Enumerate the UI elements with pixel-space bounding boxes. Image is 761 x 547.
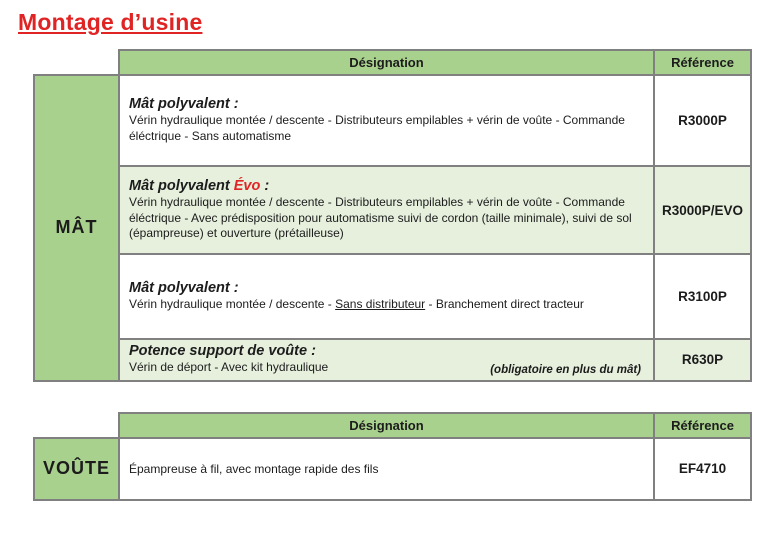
mat-table xyxy=(33,49,752,382)
table-row-mat-polyvalent-sans-distributeur xyxy=(34,254,751,339)
designation-cell xyxy=(119,438,654,500)
voute-table xyxy=(33,412,752,501)
table-row-epampreuse xyxy=(34,438,751,500)
row-description: Épampreuse à fil, avec montage rapide des fils xyxy=(129,461,379,476)
designation-cell xyxy=(119,254,654,339)
row-title-text: Mât polyvalent xyxy=(129,177,234,194)
corner-spacer xyxy=(34,50,119,75)
reference-code: EF4710 xyxy=(654,438,751,500)
mat-table-header-row xyxy=(34,50,751,75)
table-row-mat-polyvalent xyxy=(34,75,751,166)
designation-cell xyxy=(119,166,654,254)
designation-cell xyxy=(119,75,654,166)
row-title-colon: : xyxy=(260,177,270,194)
section-label-voute: VOÛTE xyxy=(34,438,119,500)
designation-column-header: Désignation xyxy=(119,50,654,75)
row-title: Mât polyvalent : xyxy=(129,96,239,113)
reference-column-header: Référence xyxy=(654,413,751,438)
page-title: Montage d’usine xyxy=(18,9,203,35)
reference-code: R3100P xyxy=(654,254,751,339)
row-title xyxy=(129,178,643,194)
row-note: (obligatoire en plus du mât) xyxy=(490,363,641,376)
row-description-underlined: Sans distributeur xyxy=(335,297,426,312)
designation-column-header: Désignation xyxy=(119,413,654,438)
row-description: Vérin hydraulique montée / descente - Distributeurs empilables + vérin de voûte - Commande éléctrique - Avec prédisposition pour automatisme suivi de cordon (taille minimale), suivi de sol (épampreuse) et ouverture (prétailleuse) xyxy=(129,194,632,241)
row-description: Vérin hydraulique montée / descente - Distributeurs empilables + vérin de voûte - Commande éléctrique - Sans automatisme xyxy=(129,113,625,143)
row-description-text: Vérin hydraulique montée / descente - xyxy=(129,297,336,312)
row-title: Mât polyvalent : xyxy=(129,280,239,297)
reference-column-header: Référence xyxy=(654,50,751,75)
table-row-potence-support xyxy=(34,339,751,381)
corner-spacer xyxy=(34,413,119,438)
section-label-mat: MÂT xyxy=(34,75,119,381)
row-title: Potence support de voûte : xyxy=(129,343,316,359)
voute-table-header-row xyxy=(34,413,751,438)
table-row-mat-polyvalent-evo xyxy=(34,166,751,254)
row-title-accent: Évo xyxy=(233,177,261,194)
row-description-text: - Branchement direct tracteur xyxy=(425,297,584,312)
designation-cell xyxy=(119,339,654,381)
row-description xyxy=(129,297,643,313)
reference-code: R630P xyxy=(654,339,751,381)
reference-code: R3000P xyxy=(654,75,751,166)
row-description: Vérin de déport - Avec kit hydraulique xyxy=(129,360,329,374)
reference-code: R3000P/EVO xyxy=(654,166,751,254)
